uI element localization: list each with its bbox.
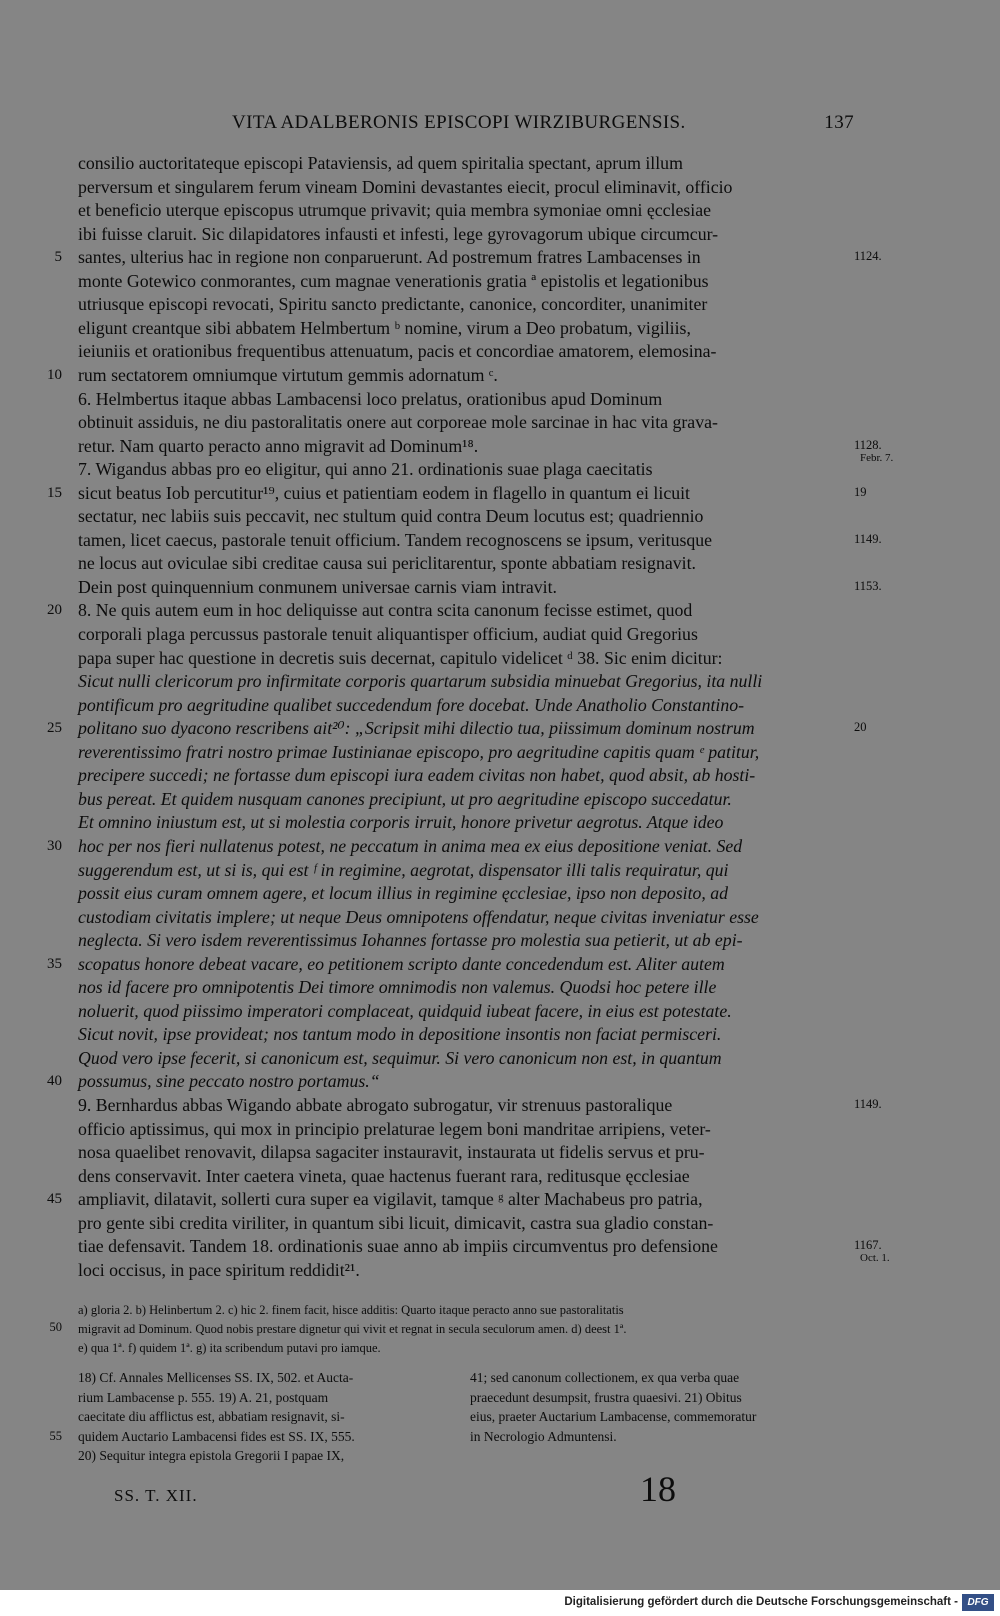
apparatus-line: migravit ad Dominum. Quod nobis prestare dignetur qui vivit et regnat in secula seculorum amen. d) deest 1ª.: [78, 1322, 627, 1336]
body-line: monte Gotewico conmorantes, cum magnae venerationis gratia ª epistolis et legationibus: [78, 270, 709, 291]
margin-note-text: 19: [854, 484, 867, 499]
dfg-logo: DFG: [962, 1594, 994, 1611]
body-line: nosa quaelibet renovavit, dilapsa sagaciter instauravit, instaurata ut fidelis servus et pru-: [78, 1142, 705, 1163]
body-line: 7. Wigandus abbas pro eo eligitur, qui anno 21. ordinationis suae plaga caecitatis: [78, 459, 653, 480]
margin-date-note: [854, 486, 924, 499]
body-line: obtinuit assiduis, ne diu pastoralitatis onere aut corporeae mole sarcinae in hac vita grava-: [78, 412, 718, 433]
body-line: Sicut novit, ipse provideat; nos tantum modo in depositione insontis non faciat permisceri.: [78, 1024, 722, 1045]
commentary-line-left: caecitate diu afflictus est, abbatiam resignavit, si-: [78, 1409, 345, 1424]
body-line: ampliavit, dilatavit, sollerti cura super ea vigilavit, tamque ᵍ alter Machabeus pro patria,: [78, 1189, 703, 1210]
margin-note-text: 1128.: [854, 437, 882, 452]
line-number: 50: [49, 1320, 62, 1334]
body-line: 9. Bernhardus abbas Wigando abbate abrogato subrogatur, vir strenuus pastoralique: [78, 1095, 673, 1115]
body-line: papa super hac questione in decretis suis decernat, capitulo videlicet ᵈ 38. Sic enim dicitur:: [78, 647, 723, 668]
margin-date-note: [854, 580, 924, 593]
line-number: 40: [47, 1073, 62, 1090]
line-number: 25: [47, 720, 62, 737]
body-line: sicut beatus Iob percutitur¹⁹, cuius et patientiam eodem in flagello in quantum ei licuit: [78, 482, 690, 503]
signature-mark: SS. T. XII.: [114, 1486, 198, 1505]
line-number: 20: [47, 602, 62, 619]
commentary-line-left: quidem Auctario Lambacensi fides est SS. IX, 555.: [78, 1428, 355, 1444]
margin-note-text: 1167.: [854, 1238, 882, 1253]
commentary-line-left: rium Lambacense p. 555. 19) A. 21, postquam: [78, 1389, 329, 1405]
margin-note-text: 1153.: [854, 578, 882, 593]
apparatus-line: e) qua 1ª. f) quidem 1ª. g) ita scribendum putavi pro iamque.: [78, 1341, 381, 1355]
body-line: possit eius curam omnem agere, et locum illius in regimine ęcclesiae, ipso non deposito, ad: [78, 883, 729, 904]
margin-date-note: [854, 1239, 924, 1265]
body-line: suggerendum est, ut si is, qui est ᶠ in regimine, aegrotat, dispensator illi talis requiratur, qui: [78, 859, 729, 880]
body-line: ibi fuisse claruit. Sic dilapidatores infausti et infesti, lege gyrovagorum ubique circumcur-: [78, 223, 719, 244]
body-line: Sicut nulli clericorum pro infirmitate corporis quartarum subsidia minuebat Gregorius, ita nulli: [78, 671, 763, 692]
apparatus-line: a) gloria 2. b) Helinbertum 2. c) hic 2. finem facit, hisce additis: Quarto itaque peracto anno sue pastoralitatis: [78, 1303, 624, 1317]
body-line: officio aptissimus, qui mox in principio prelaturae legem boni mandritae arripiens, veter-: [78, 1118, 711, 1139]
body-line: loci occisus, in pace spiritum reddidit²¹.: [78, 1259, 360, 1280]
body-line: et beneficio uterque episcopus utrumque privavit; quia membra symoniae omni ęcclesiae: [78, 200, 711, 221]
margin-date-note: [854, 250, 924, 263]
body-line: tamen, licet caecus, pastorale tenuit officium. Tandem recognoscens se ipsum, veritusque: [78, 529, 713, 550]
commentary-line-right: in Necrologio Admuntensi.: [470, 1428, 617, 1444]
line-number: 30: [47, 837, 62, 854]
margin-date-note: [854, 533, 924, 546]
margin-note-text: 20: [854, 720, 867, 735]
line-number: 55: [49, 1428, 62, 1443]
margin-date-note: [854, 439, 924, 465]
body-line: ieiuniis et orationibus frequentibus attenuatum, pacis et concordiae amatorem, elemosina-: [78, 341, 717, 362]
body-line: 6. Helmbertus itaque abbas Lambacensi loco prelatus, orationibus apud Dominum: [78, 388, 663, 409]
body-line: utriusque episcopi revocati, Spiritu sancto predictante, canonice, concorditer, unanimiter: [78, 294, 708, 315]
body-line: Quod vero ipse fecerit, si canonicum est, sequimur. Si vero canonicum non est, in quantum: [78, 1047, 722, 1068]
margin-note-subtext: Febr. 7.: [860, 451, 894, 464]
margin-note-text: 1149.: [854, 531, 882, 546]
body-line: santes, ulterius hac in regione non conparuerunt. Ad postremum fratres Lambacenses in: [78, 247, 701, 268]
body-line: pontificum pro aegritudine qualibet succedendum fore docebat. Unde Anatholio Constantino-: [78, 694, 745, 715]
commentary-line-right: eius, praeter Auctarium Lambacense, commemoratur: [470, 1409, 757, 1424]
body-line: tiae defensavit. Tandem 18. ordinationis suae anno ab impiis circumventus pro defensione: [78, 1236, 718, 1257]
margin-date-note: [854, 721, 924, 734]
line-number: 5: [54, 249, 62, 266]
body-line: Dein post quinquennium conmunem universae carnis viam intravit.: [78, 576, 557, 597]
line-number: 15: [47, 484, 62, 501]
line-number: 10: [47, 366, 62, 383]
line-number: 35: [47, 955, 62, 972]
commentary-line-left: 18) Cf. Annales Mellicenses SS. IX, 502. et Aucta-: [78, 1370, 354, 1385]
body-line: ne locus aut oviculae sibi creditae causa sui periclitarentur, sponte abbatiam resignavit.: [78, 553, 696, 574]
margin-date-note: [854, 1098, 924, 1111]
body-line: pro gente sibi credita viriliter, in quantum sibi licuit, dimicavit, castra sua gladio constan-: [78, 1212, 714, 1233]
body-line: perversum et singularem ferum vineam Domini devastantes eiecit, procul eliminavit, officio: [78, 176, 733, 197]
body-line: Et omnino iniustum est, ut si molestia corporis irruit, honore privetur aegrotus. Atque ideo: [78, 812, 724, 833]
body-line: custodiam civitatis implere; ut neque Deus omnipotens offendatur, neque civitas inveniatur esse: [78, 906, 759, 927]
body-line: hoc per nos fieri nullatenus potest, ne peccatum in anima mea ex eius depositione veniat. Sed: [78, 835, 743, 856]
line-number: 45: [47, 1191, 62, 1208]
body-line: retur. Nam quarto peracto anno migravit ad Dominum¹⁸.: [78, 435, 479, 456]
body-line: dens conservavit. Inter caetera vineta, quae hactenus fuerant rara, reditusque ęcclesiae: [78, 1165, 690, 1186]
margin-note-text: 1124.: [854, 249, 882, 264]
body-line: eligunt creantque sibi abbatem Helmbertum ᵇ nomine, virum a Deo probatum, vigiliis,: [78, 317, 691, 338]
body-line: possumus, sine peccato nostro portamus.“: [78, 1071, 380, 1092]
footer-bar: [0, 1590, 1000, 1616]
commentary-line-right: 41; sed canonum collectionem, ex qua verba quae: [470, 1370, 740, 1385]
body-line: politano suo dyacono rescribens ait²⁰: „Scripsit mihi dilectio tua, piissimum dominum nostrum: [78, 718, 755, 739]
margin-note-text: 1149.: [854, 1097, 882, 1111]
margin-note-subtext: Oct. 1.: [860, 1252, 890, 1265]
body-line: precipere succedi; ne fortasse dum episcopi iura eadem civitas non habet, quod absit, ab hosti-: [78, 765, 756, 786]
commentary-line-right: praecedunt desumpsit, frustra quaesivi. 21) Obitus: [470, 1389, 742, 1405]
commentary-line-left: 20) Sequitur integra epistola Gregorii I papae IX,: [78, 1448, 345, 1463]
body-line: 8. Ne quis autem eum in hoc deliquisse aut contra scita canonum fecisse estimet, quod: [78, 600, 693, 621]
body-line: scopatus honore debeat vacare, eo petitionem scripto dante concedendum est. Aliter autem: [78, 953, 725, 974]
body-line: bus pereat. Et quidem nusquam canones precipiunt, ut pro aegritudine episcopo succedatur.: [78, 788, 732, 809]
body-line: rum sectatorem omniumque virtutum gemmis adornatum ᶜ.: [78, 364, 498, 385]
running-head-title: VITA ADALBERONIS EPISCOPI WIRZIBURGENSIS.: [232, 112, 686, 133]
body-line: sectatur, nec labiis suis peccavit, nec stultum quid contra Deum locutus est; quadriennio: [78, 506, 704, 527]
body-line: consilio auctoritateque episcopi Pataviensis, ad quem spiritalia spectant, aprum illum: [78, 153, 683, 173]
body-line: corporali plaga percussus pastorale tenuit aliquantisper officium, audiat quid Gregorius: [78, 624, 698, 644]
body-line: neglecta. Si vero isdem reverentissimus Iohannes fortasse pro molestia sua petierit, ut ab epi-: [78, 930, 743, 951]
funding-credit: Digitalisierung gefördert durch die Deutsche Forschungsgemeinschaft -: [564, 1596, 958, 1608]
body-line: noluerit, quod piissimo imperatori complaceat, quidquid iubeat facere, in eius est potestate.: [78, 1000, 732, 1021]
signature-number: 18: [640, 1469, 676, 1509]
body-line: nos id facere pro omnipotentis Dei timore omnimodis non valemus. Quodsi hoc petere ille: [78, 977, 717, 998]
body-line: reverentissimo fratri nostro primae Iustinianae episcopo, pro aegritudine capitis quam ᵉ patitur,: [78, 741, 760, 762]
page-number: 137: [824, 112, 854, 133]
